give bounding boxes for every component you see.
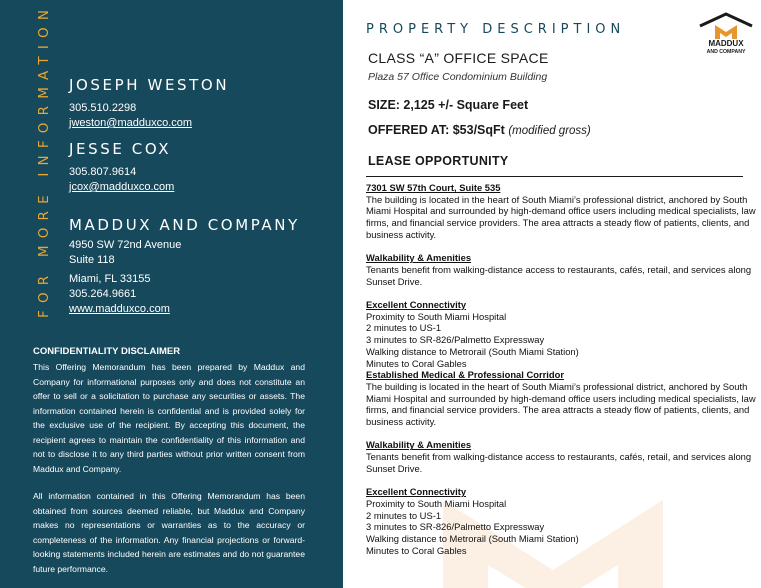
divider [366,176,743,177]
offered-price-note: (modified gross) [508,125,591,137]
lease-opportunity-heading: LEASE OPPORTUNITY [368,154,509,168]
contact-email-link[interactable]: jweston@madduxco.com [69,117,193,129]
maddux-logo [697,12,755,60]
disclaimer-paragraph: All information contained in this Offering Memorandum has been obtained from sources deemed reliable, but Maddux and Company makes no representations or warranties as to the accuracy or completeness of the information. Any financial projections or forward-looking statements included herein are estimates and do not guarantee future performance. [33,491,305,574]
company-website-link[interactable]: www.madduxco.com [69,303,170,315]
logo-tagline: AND COMPANY [706,49,746,55]
location-text: The building is located in the heart of South Miami’s professional district, anchored by South Miami Hospital and surrounded by high-demand office users including medical specialists, law firms, and financial service providers. The area attracts a steady flow of patients, clients, and business activity. [366,193,756,240]
contact-name: JOSEPH WESTON [69,76,230,94]
company-contact [69,216,300,317]
offered-price [368,123,591,137]
property-details [366,182,758,556]
company-address-line2: Suite 118 [69,254,115,266]
connectivity-heading: Excellent Connectivity [366,299,467,310]
connectivity-item: Minutes to Coral Gables [366,544,467,556]
connectivity-item: 3 minutes to SR-826/Palmetto Expressway [366,334,545,346]
building-name: Plaza 57 Office Condominium Building [368,71,548,83]
walkability-heading: Walkability & Amenities [366,439,472,451]
corridor-heading: Established Medical & Professional Corridor [366,369,564,381]
contact-sidebar [0,0,343,588]
connectivity-item: 3 minutes to SR-826/Palmetto Expressway [366,521,545,533]
corridor-text: The building is located in the heart of South Miami’s professional district, anchored by South Miami Hospital and surrounded by high-demand office users including medical specialists, law firms, and financial service providers. The area attracts a steady flow of patients, clients, and business activity. [366,380,756,428]
company-name: MADDUX AND COMPANY [69,216,300,234]
connectivity-item: Walking distance to Metrorail (South Miami Station) [366,345,579,357]
property-class-title: CLASS “A” OFFICE SPACE [368,50,549,66]
connectivity-item: Proximity to South Miami Hospital [366,497,507,509]
disclaimer-paragraph: This Offering Memorandum has been prepared by Maddux and Company for informational purposes only and does not constitute an offer to sell or a solicitation to purchase any securities or assets. The information contained herein is confidential and is provided solely for the exclusive use of the recipient. By accepting this document, the recipient agrees to maintain the confidentiality of this information and not to disclose it to any third parties without prior written consent from Maddux and Company. [33,362,305,474]
connectivity-item: Walking distance to Metrorail (South Miami Station) [366,533,579,545]
walkability-text: Tenants benefit from walking-distance access to restaurants, cafés, retail, and services along Sunset Drive. [366,263,752,287]
company-city: Miami, FL 33155 [69,273,151,285]
company-address-line1: 4950 SW 72nd Avenue [69,239,182,251]
contact-jesse-cox [69,140,174,195]
connectivity-heading: Excellent Connectivity [366,486,467,498]
contact-email-link[interactable]: jcox@madduxco.com [69,181,175,193]
m-roof-logo-icon [697,12,755,40]
walkability-text: Tenants benefit from walking-distance access to restaurants, cafés, retail, and services along Sunset Drive. [366,451,752,474]
walkability-heading: Walkability & Amenities [366,252,472,264]
property-size: SIZE: 2,125 +/- Square Feet [368,98,529,112]
property-address: 7301 SW 57th Court, Suite 535 [366,182,501,193]
disclaimer-heading: CONFIDENTIALITY DISCLAIMER [33,346,181,357]
logo-wordmark: MADDUX [708,39,744,48]
contact-name: JESSE COX [69,140,172,158]
connectivity-item: 2 minutes to US-1 [366,322,442,334]
for-more-information-label: FOR MORE INFORMATION [36,2,52,318]
connectivity-item: Minutes to Coral Gables [366,357,467,369]
contact-phone[interactable]: 305.510.2298 [69,102,137,114]
contact-joseph-weston [69,76,229,131]
property-description-panel [343,0,761,588]
offered-price-value: OFFERED AT: $53/SqFt [368,123,505,137]
connectivity-item: Proximity to South Miami Hospital [366,310,507,322]
contact-phone[interactable]: 305.807.9614 [69,166,137,178]
confidentiality-disclaimer [33,346,305,576]
connectivity-item: 2 minutes to US-1 [366,509,442,521]
company-phone[interactable]: 305.264.9661 [69,288,137,300]
section-title: PROPERTY DESCRIPTION [366,22,626,37]
